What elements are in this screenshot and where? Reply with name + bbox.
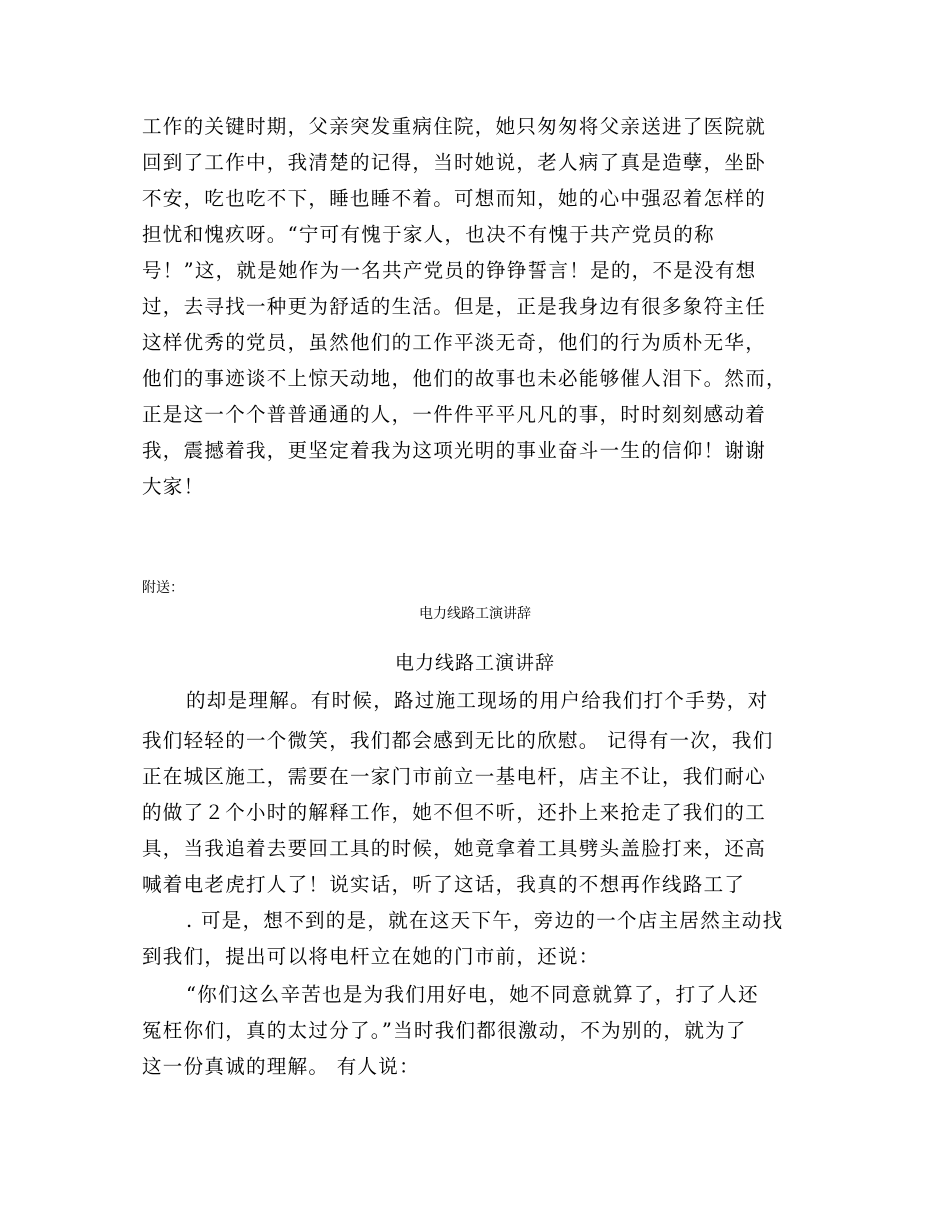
appendix-label: 附送： [142, 580, 184, 596]
paragraph-1-line: 不安，吃也吃不下，睡也睡不着。可想而知，她的心中强忍着怎样的 [142, 187, 767, 210]
paragraph-1-line: 回到了工作中，我清楚的记得，当时她说，老人病了真是造孽，坐卧 [142, 151, 767, 174]
paragraph-2-line: 这一份真诚的理解。 有人说： [142, 1055, 420, 1078]
paragraph-2-line: 到我们，提出可以将电杆立在她的门市前，还说： [142, 945, 600, 968]
paragraph-1-line: 他们的事迹谈不上惊天动地，他们的故事也未必能够催人泪下。然而， [142, 367, 787, 390]
appendix-title-small: 电力线路工演讲辞 [419, 606, 531, 622]
paragraph-2-line: 冤枉你们，真的太过分了。”当时我们都很激动，不为别的，就为了 [142, 1019, 747, 1042]
paragraph-1-line: 过，去寻找一种更为舒适的生活。但是，正是我身边有很多象符主任 [142, 295, 767, 318]
paragraph-2-line: 喊着电老虎打人了！说实话，听了这话，我真的不想再作线路工了 [142, 873, 746, 896]
paragraph-1-line: 大家！ [142, 475, 205, 498]
paragraph-1-line: 这样优秀的党员，虽然他们的工作平淡无奇，他们的行为质朴无华， [142, 331, 767, 354]
paragraph-1-line: 工作的关键时期，父亲突发重病住院，她只匆匆将父亲送进了医院就 [142, 115, 767, 138]
paragraph-2-line: 正在城区施工，需要在一家门市前立一基电杆，店主不让，我们耐心 [142, 765, 767, 788]
paragraph-1-line: 正是这一个个普普通通的人，一件件平平凡凡的事，时时刻刻感动着 [142, 403, 767, 426]
paragraph-2-line: 具，当我追着去要回工具的时候，她竟拿着工具劈头盖脸打来，还高 [142, 837, 767, 860]
paragraph-1-line: 号！”这，就是她作为一名共产党员的铮铮誓言！是的，不是没有想 [142, 259, 757, 282]
paragraph-2-line: 的却是理解。有时候，路过施工现场的用户给我们打个手势，对 [186, 689, 769, 712]
paragraph-2-line: “你们这么辛苦也是为我们用好电，她不同意就算了，打了人还 [186, 983, 759, 1006]
paragraph-1-line: 担忧和愧疚呀。“宁可有愧于家人，也决不有愧于共产党员的称 [142, 223, 715, 246]
paragraph-2-line: 的做了２个小时的解释工作，她不但不听，还扑上来抢走了我们的工 [142, 801, 767, 824]
paragraph-1-line: 我，震撼着我，更坚定着我为这项光明的事业奋斗一生的信仰！谢谢 [142, 439, 767, 462]
appendix-title-main: 电力线路工演讲辞 [394, 652, 555, 674]
paragraph-2-line: . 可是，想不到的是，就在这天下午，旁边的一个店主居然主动找 [186, 909, 784, 932]
paragraph-2-line: 我们轻轻的一个微笑，我们都会感到无比的欣慰。 记得有一次，我们 [142, 729, 774, 752]
